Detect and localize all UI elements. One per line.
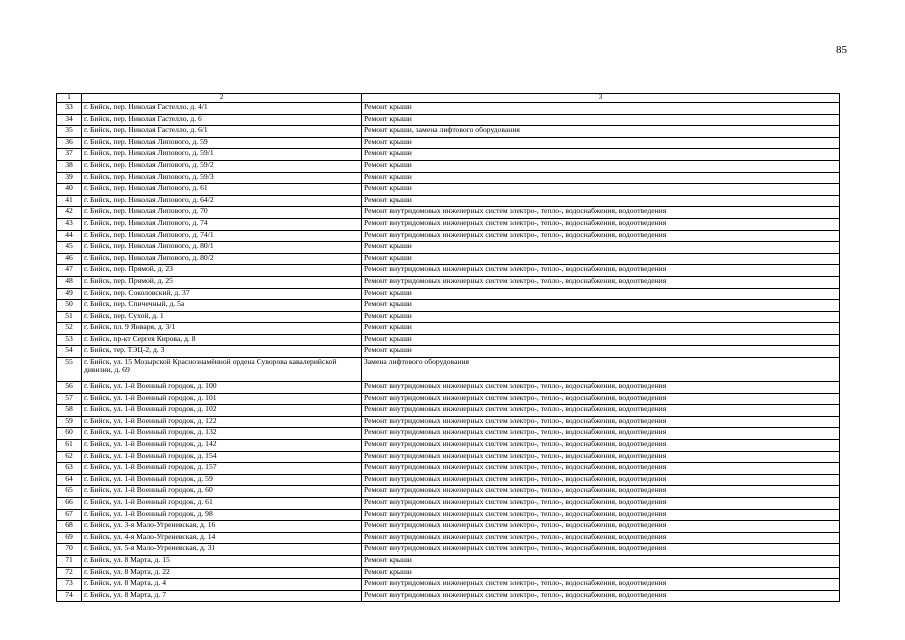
address-cell: г. Бийск, ул. 8 Марта, д. 7 (82, 590, 362, 602)
table-row (57, 393, 840, 405)
work-type-cell: Ремонт внутридомовых инженерных систем электро-, тепло-, водоснабжения, водоотведения (362, 405, 840, 417)
work-type-cell: Ремонт внутридомовых инженерных систем электро-, тепло-, водоснабжения, водоотведения (362, 498, 840, 510)
work-type-cell: Ремонт внутридомовых инженерных систем электро-, тепло-, водоснабжения, водоотведения (362, 416, 840, 428)
address-cell: г. Бийск, пер. Сухой, д. 1 (82, 311, 362, 323)
work-type-cell: Ремонт внутридомовых инженерных систем электро-, тепло-, водоснабжения, водоотведения (362, 532, 840, 544)
table-row (57, 311, 840, 323)
table-row (57, 590, 840, 602)
work-type-cell: Ремонт внутридомовых инженерных систем электро-, тепло-, водоснабжения, водоотведения (362, 230, 840, 242)
page-number: 85 (836, 44, 847, 56)
row-number: 69 (57, 532, 82, 544)
work-type-cell: Ремонт внутридомовых инженерных систем электро-, тепло-, водоснабжения, водоотведения (362, 265, 840, 277)
table-row (57, 160, 840, 172)
row-number: 43 (57, 218, 82, 230)
row-number: 51 (57, 311, 82, 323)
row-number: 48 (57, 276, 82, 288)
address-cell: г. Бийск, ул. 8 Марта, д. 22 (82, 567, 362, 579)
row-number: 53 (57, 334, 82, 346)
row-number: 55 (57, 358, 82, 382)
address-cell: г. Бийск, ул. 1-й Военный городок, д. 154 (82, 451, 362, 463)
row-number: 62 (57, 451, 82, 463)
row-number: 72 (57, 567, 82, 579)
address-cell: г. Бийск, ул. 1-й Военный городок, д. 101 (82, 393, 362, 405)
column-number-1: 1 (57, 94, 82, 103)
address-cell: г. Бийск, пер. Николая Гастелло, д. 6/1 (82, 126, 362, 138)
row-number: 74 (57, 590, 82, 602)
column-number-2: 2 (82, 94, 362, 103)
table-row (57, 103, 840, 115)
row-number: 64 (57, 474, 82, 486)
table-row (57, 149, 840, 161)
table-row (57, 509, 840, 521)
address-cell: г. Бийск, пер. Прямой, д. 23 (82, 265, 362, 277)
table-row (57, 416, 840, 428)
table-row (57, 567, 840, 579)
work-type-cell: Ремонт крыши (362, 103, 840, 115)
row-number: 35 (57, 126, 82, 138)
address-cell: г. Бийск, ул. 8 Марта, д. 15 (82, 555, 362, 567)
work-type-cell: Ремонт крыши (362, 334, 840, 346)
address-cell: г. Бийск, ул. 1-й Военный городок, д. 132 (82, 428, 362, 440)
work-type-cell: Ремонт крыши (362, 346, 840, 358)
address-cell: г. Бийск, пр-кт Сергея Кирова, д. 8 (82, 334, 362, 346)
row-number: 67 (57, 509, 82, 521)
address-cell: г. Бийск, ул. 15 Мозырской Краснознамённой ордена Суворова кавалерийской дивизии, д. 69 (82, 358, 362, 382)
column-number-3: 3 (362, 94, 840, 103)
work-type-cell: Ремонт крыши (362, 253, 840, 265)
address-cell: г. Бийск, ул. 1-й Военный городок, д. 122 (82, 416, 362, 428)
row-number: 41 (57, 195, 82, 207)
address-cell: г. Бийск, пер. Николая Липового, д. 80/2 (82, 253, 362, 265)
table-row (57, 126, 840, 138)
row-number: 71 (57, 555, 82, 567)
table-row (57, 521, 840, 533)
work-type-cell: Ремонт крыши (362, 184, 840, 196)
row-number: 61 (57, 440, 82, 452)
table-row (57, 555, 840, 567)
table-row (57, 451, 840, 463)
work-type-cell: Ремонт внутридомовых инженерных систем электро-, тепло-, водоснабжения, водоотведения (362, 276, 840, 288)
table-row (57, 242, 840, 254)
row-number: 59 (57, 416, 82, 428)
work-type-cell: Ремонт внутридомовых инженерных систем электро-, тепло-, водоснабжения, водоотведения (362, 486, 840, 498)
work-type-cell: Ремонт внутридомовых инженерных систем электро-, тепло-, водоснабжения, водоотведения (362, 382, 840, 394)
work-type-cell: Ремонт внутридомовых инженерных систем электро-, тепло-, водоснабжения, водоотведения (362, 393, 840, 405)
column-number-row (57, 94, 840, 103)
address-cell: г. Бийск, ул. 1-й Военный городок, д. 61 (82, 498, 362, 510)
table-row (57, 218, 840, 230)
address-cell: г. Бийск, пер. Спичечный, д. 5а (82, 300, 362, 312)
address-cell: г. Бийск, пер. Николая Липового, д. 59/2 (82, 160, 362, 172)
work-type-cell: Ремонт крыши (362, 149, 840, 161)
address-cell: г. Бийск, ул. 3-я Мало-Угреневская, д. 16 (82, 521, 362, 533)
row-number: 68 (57, 521, 82, 533)
address-cell: г. Бийск, ул. 1-й Военный городок, д. 98 (82, 509, 362, 521)
work-type-cell: Ремонт крыши (362, 172, 840, 184)
work-type-cell: Ремонт внутридомовых инженерных систем электро-, тепло-, водоснабжения, водоотведения (362, 463, 840, 475)
table-row (57, 207, 840, 219)
work-type-cell: Ремонт крыши (362, 300, 840, 312)
table-row (57, 544, 840, 556)
address-cell: г. Бийск, ул. 4-я Мало-Угреневская, д. 14 (82, 532, 362, 544)
table-body (57, 94, 840, 602)
work-type-cell: Ремонт внутридомовых инженерных систем электро-, тепло-, водоснабжения, водоотведения (362, 474, 840, 486)
row-number: 56 (57, 382, 82, 394)
row-number: 34 (57, 114, 82, 126)
work-type-cell: Ремонт крыши (362, 567, 840, 579)
work-type-cell: Ремонт внутридомовых инженерных систем электро-, тепло-, водоснабжения, водоотведения (362, 590, 840, 602)
address-cell: г. Бийск, пер. Николая Гастелло, д. 6 (82, 114, 362, 126)
row-number: 47 (57, 265, 82, 277)
work-type-cell: Ремонт внутридомовых инженерных систем электро-, тепло-, водоснабжения, водоотведения (362, 579, 840, 591)
table-row (57, 474, 840, 486)
address-cell: г. Бийск, ул. 8 Марта, д. 4 (82, 579, 362, 591)
table-row (57, 532, 840, 544)
address-cell: г. Бийск, пер. Николая Липового, д. 80/1 (82, 242, 362, 254)
address-cell: г. Бийск, пер. Николая Липового, д. 74/1 (82, 230, 362, 242)
address-cell: г. Бийск, пер. Николая Липового, д. 59 (82, 137, 362, 149)
work-type-cell: Ремонт внутридомовых инженерных систем электро-, тепло-, водоснабжения, водоотведения (362, 218, 840, 230)
table-row (57, 579, 840, 591)
row-number: 49 (57, 288, 82, 300)
row-number: 37 (57, 149, 82, 161)
row-number: 52 (57, 323, 82, 335)
row-number: 66 (57, 498, 82, 510)
table-row (57, 137, 840, 149)
address-cell: г. Бийск, пер. Николая Липового, д. 59/3 (82, 172, 362, 184)
address-cell: г. Бийск, пер. Николая Липового, д. 59/1 (82, 149, 362, 161)
row-number: 45 (57, 242, 82, 254)
table-row (57, 346, 840, 358)
address-cell: г. Бийск, ул. 5-я Мало-Угреневская, д. 31 (82, 544, 362, 556)
table-row (57, 253, 840, 265)
row-number: 50 (57, 300, 82, 312)
work-type-cell: Замена лифтового оборудования (362, 358, 840, 382)
address-cell: г. Бийск, тер. ТЭЦ-2, д. 3 (82, 346, 362, 358)
table-row (57, 440, 840, 452)
table-row (57, 184, 840, 196)
work-type-cell: Ремонт крыши (362, 160, 840, 172)
table-row (57, 195, 840, 207)
address-cell: г. Бийск, пер. Николая Гастелло, д. 4/1 (82, 103, 362, 115)
address-cell: г. Бийск, пер. Прямой, д. 25 (82, 276, 362, 288)
table-row (57, 334, 840, 346)
row-number: 63 (57, 463, 82, 475)
work-type-cell: Ремонт крыши (362, 311, 840, 323)
row-number: 73 (57, 579, 82, 591)
address-cell: г. Бийск, пер. Николая Липового, д. 70 (82, 207, 362, 219)
work-type-cell: Ремонт крыши (362, 114, 840, 126)
row-number: 46 (57, 253, 82, 265)
table-row (57, 265, 840, 277)
address-cell: г. Бийск, ул. 1-й Военный городок, д. 157 (82, 463, 362, 475)
table-row (57, 498, 840, 510)
work-type-cell: Ремонт крыши (362, 137, 840, 149)
row-number: 38 (57, 160, 82, 172)
work-type-cell: Ремонт внутридомовых инженерных систем электро-, тепло-, водоснабжения, водоотведения (362, 509, 840, 521)
address-cell: г. Бийск, пер. Николая Липового, д. 74 (82, 218, 362, 230)
work-type-cell: Ремонт крыши (362, 195, 840, 207)
work-type-cell: Ремонт внутридомовых инженерных систем электро-, тепло-, водоснабжения, водоотведения (362, 428, 840, 440)
table-row (57, 276, 840, 288)
address-cell: г. Бийск, пер. Соколовский, д. 37 (82, 288, 362, 300)
work-type-cell: Ремонт крыши (362, 288, 840, 300)
work-type-cell: Ремонт внутридомовых инженерных систем электро-, тепло-, водоснабжения, водоотведения (362, 451, 840, 463)
row-number: 40 (57, 184, 82, 196)
address-cell: г. Бийск, пер. Николая Липового, д. 64/2 (82, 195, 362, 207)
table-row (57, 358, 840, 382)
work-type-cell: Ремонт крыши (362, 323, 840, 335)
address-cell: г. Бийск, ул. 1-й Военный городок, д. 142 (82, 440, 362, 452)
table-row (57, 428, 840, 440)
work-type-cell: Ремонт внутридомовых инженерных систем электро-, тепло-, водоснабжения, водоотведения (362, 207, 840, 219)
row-number: 33 (57, 103, 82, 115)
table-row (57, 486, 840, 498)
row-number: 54 (57, 346, 82, 358)
address-cell: г. Бийск, ул. 1-й Военный городок, д. 59 (82, 474, 362, 486)
table-row (57, 323, 840, 335)
table-row (57, 230, 840, 242)
table-row (57, 382, 840, 394)
row-number: 57 (57, 393, 82, 405)
table-row (57, 114, 840, 126)
address-cell: г. Бийск, ул. 1-й Военный городок, д. 100 (82, 382, 362, 394)
row-number: 36 (57, 137, 82, 149)
work-type-cell: Ремонт крыши, замена лифтового оборудования (362, 126, 840, 138)
table-row (57, 463, 840, 475)
table-row (57, 172, 840, 184)
address-cell: г. Бийск, пл. 9 Января, д. 3/1 (82, 323, 362, 335)
work-type-cell: Ремонт крыши (362, 242, 840, 254)
address-cell: г. Бийск, ул. 1-й Военный городок, д. 60 (82, 486, 362, 498)
work-type-cell: Ремонт крыши (362, 555, 840, 567)
table-row (57, 405, 840, 417)
row-number: 44 (57, 230, 82, 242)
row-number: 70 (57, 544, 82, 556)
work-type-cell: Ремонт внутридомовых инженерных систем электро-, тепло-, водоснабжения, водоотведения (362, 521, 840, 533)
repair-registry-table (56, 93, 840, 602)
row-number: 60 (57, 428, 82, 440)
row-number: 39 (57, 172, 82, 184)
row-number: 42 (57, 207, 82, 219)
row-number: 58 (57, 405, 82, 417)
work-type-cell: Ремонт внутридомовых инженерных систем электро-, тепло-, водоснабжения, водоотведения (362, 440, 840, 452)
table-row (57, 300, 840, 312)
address-cell: г. Бийск, ул. 1-й Военный городок, д. 102 (82, 405, 362, 417)
work-type-cell: Ремонт внутридомовых инженерных систем электро-, тепло-, водоснабжения, водоотведения (362, 544, 840, 556)
table-row (57, 288, 840, 300)
address-cell: г. Бийск, пер. Николая Липового, д. 61 (82, 184, 362, 196)
row-number: 65 (57, 486, 82, 498)
